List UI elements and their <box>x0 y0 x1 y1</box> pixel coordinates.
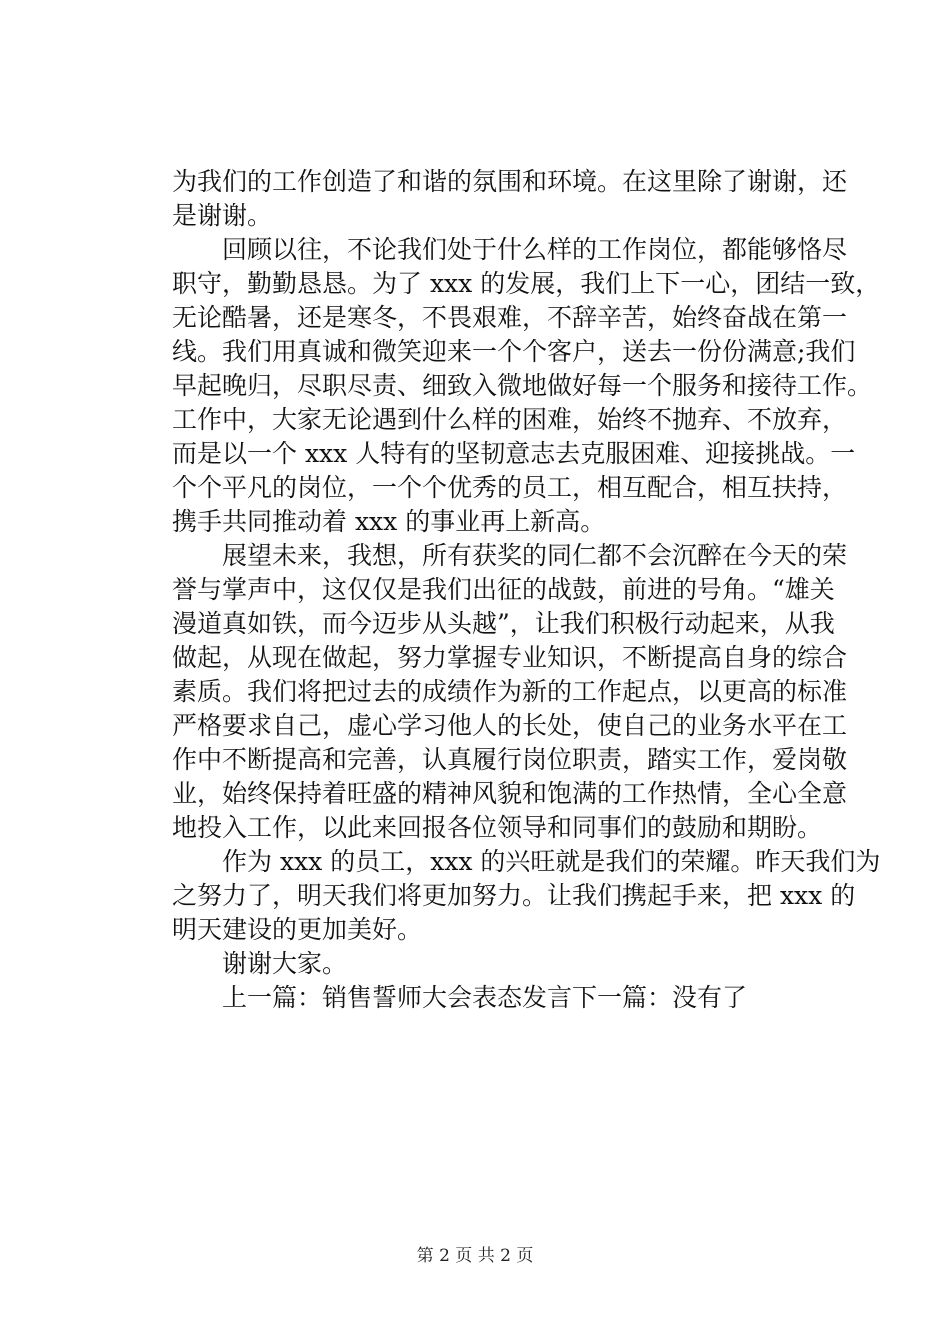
text-line: 作中不断提高和完善，认真履行岗位职责，踏实工作，爱岗敬 <box>172 745 848 774</box>
text-line: 地投入工作，以此来回报各位领导和同事们的鼓励和期盼。 <box>172 813 823 842</box>
text-line: 为我们的工作创造了和谐的氛围和环境。在这里除了谢谢，还 <box>172 167 848 196</box>
text-line: 职守，勤勤恳恳。为了 xxx 的发展，我们上下一心，团结一致， <box>172 269 881 298</box>
text-line: 早起晚归，尽职尽责、细致入微地做好每一个服务和接待工作。 <box>172 371 873 400</box>
text-line: 素质。我们将把过去的成绩作为新的工作起点，以更高的标准 <box>172 677 848 706</box>
text-line: 携手共同推动着 xxx 的事业再上新高。 <box>172 507 606 536</box>
text-line: 漫道真如铁，而今迈步从头越”，让我们积极行动起来，从我 <box>172 609 835 638</box>
text-line: 誉与掌声中，这仅仅是我们出征的战鼓，前进的号角。“雄关 <box>172 575 835 604</box>
text-line: 展望未来，我想，所有获奖的同仁都不会沉醉在今天的荣 <box>172 541 848 570</box>
text-line: 谢谢大家。 <box>172 949 348 978</box>
text-line: 是谢谢。 <box>172 201 273 230</box>
text-line: 线。我们用真诚和微笑迎来一个个客户，送去一份份满意;我们 <box>172 337 856 366</box>
prev-next-navigation: 上一篇：销售誓师大会表态发言下一篇：没有了 <box>172 983 748 1012</box>
text-line: 回顾以往，不论我们处于什么样的工作岗位，都能够恪尽 <box>172 235 848 264</box>
page-number-footer: 第 2 页 共 2 页 <box>416 1246 534 1266</box>
text-line: 个个平凡的岗位，一个个优秀的员工，相互配合，相互扶持， <box>172 473 848 502</box>
text-line: 严格要求自己，虚心学习他人的长处，使自己的业务水平在工 <box>172 711 848 740</box>
text-line: 而是以一个 xxx 人特有的坚韧意志去克服困难、迎接挑战。一 <box>172 439 856 468</box>
text-line: 之努力了，明天我们将更加努力。让我们携起手来，把 xxx 的 <box>172 881 856 910</box>
text-line: 明天建设的更加美好。 <box>172 915 423 944</box>
text-line: 无论酷暑，还是寒冬，不畏艰难，不辞辛苦，始终奋战在第一 <box>172 303 848 332</box>
text-line: 工作中，大家无论遇到什么样的困难，始终不抛弃、不放弃， <box>172 405 848 434</box>
text-line: 做起，从现在做起，努力掌握专业知识，不断提高自身的综合 <box>172 643 848 672</box>
speech-body <box>172 165 881 1015</box>
text-line: 作为 xxx 的员工，xxx 的兴旺就是我们的荣耀。昨天我们为 <box>172 847 881 876</box>
text-line: 业，始终保持着旺盛的精神风貌和饱满的工作热情，全心全意 <box>172 779 848 808</box>
